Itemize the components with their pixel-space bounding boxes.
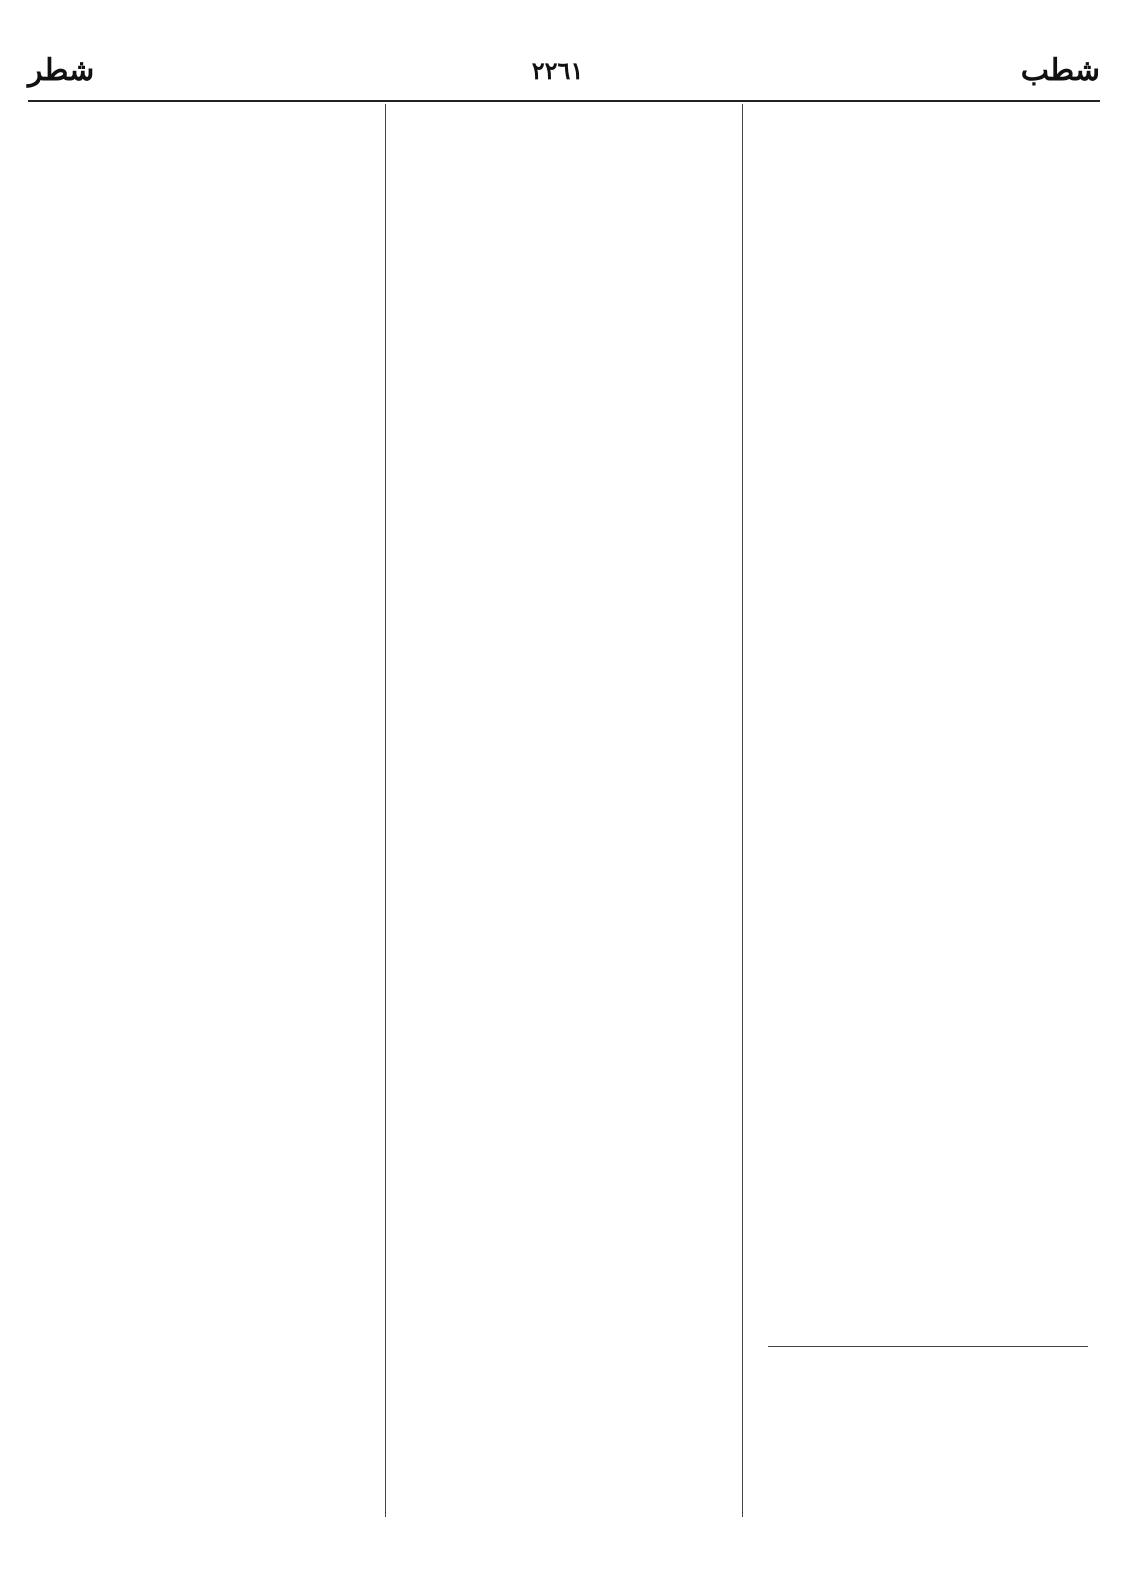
text-column-middle [386,104,744,1517]
footnote [768,1356,1088,1456]
page-header [28,40,1100,100]
running-head-right: شطب [1020,52,1100,88]
text-column-left [28,104,386,1517]
running-head-left: شطر [28,52,95,88]
page-number: ٢٢٦١ [531,55,584,85]
text-columns [28,104,1100,1517]
text-column-right [743,104,1100,1517]
header-rule [28,100,1100,102]
footnote-rule [768,1346,1088,1347]
